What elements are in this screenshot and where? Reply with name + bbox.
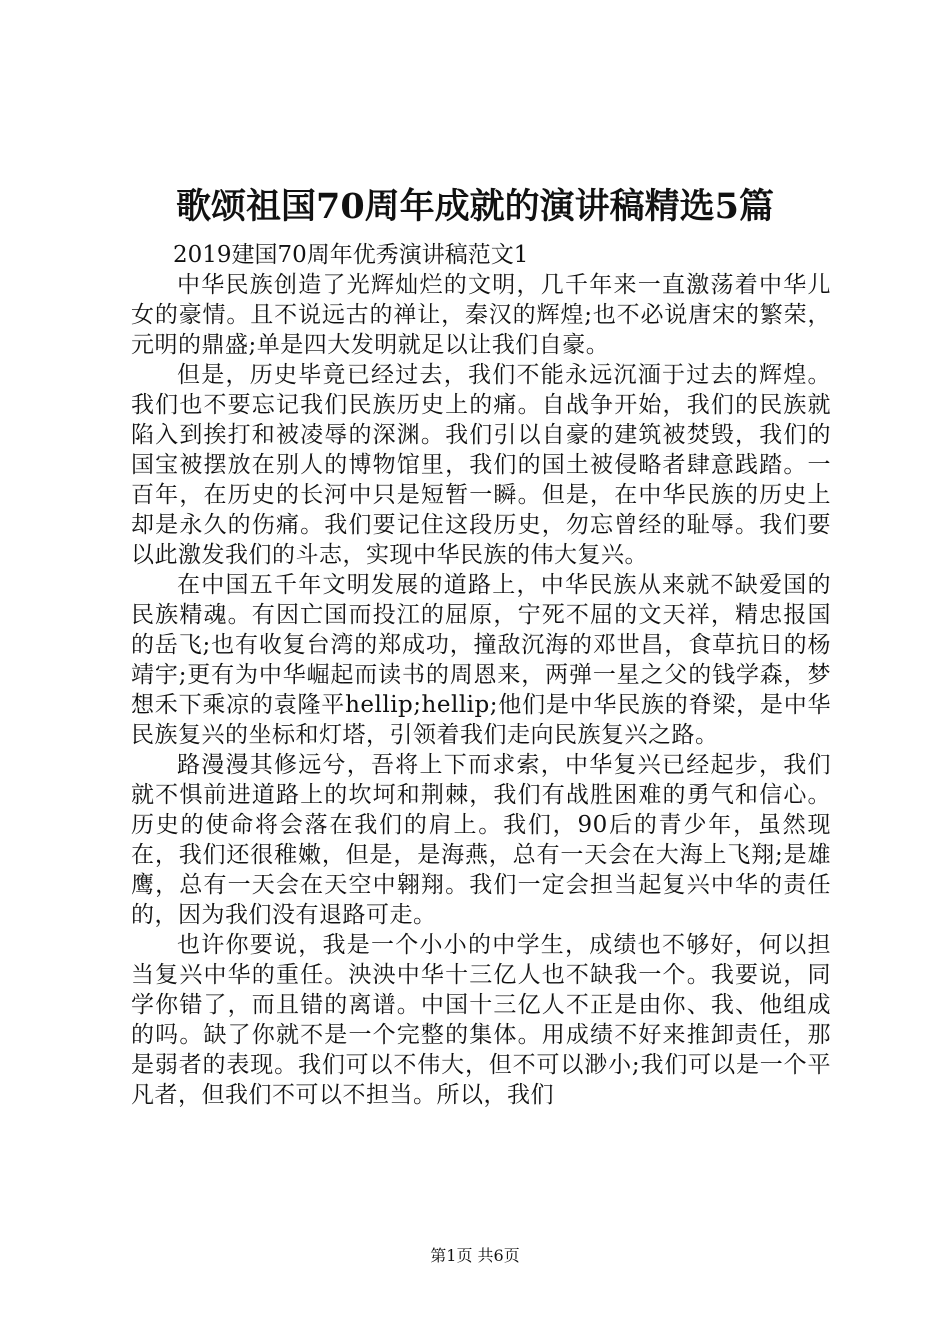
paragraph-1: 中华民族创造了光辉灿烂的文明，几千年来一直激荡着中华儿女的豪情。且不说远古的禅让，秦汉的辉煌;也不必说唐宋的繁荣，元明的鼎盛;单是四大发明就足以让我们自豪。 [131,272,831,358]
paragraph-5: 也许你要说，我是一个小小的中学生，成绩也不够好，何以担当复兴中华的重任。泱泱中华十三亿人也不缺我一个。我要说，同学你错了，而且错的离谱。中国十三亿人不正是由你、我、他组成的吗。缺了你就不是一个完整的集体。用成绩不好来推卸责任，那是弱者的表现。我们可以不伟大，但不可以渺小;我们可以是一个平凡者，但我们不可以不担当。所以，我们 [131,932,831,1108]
paragraph-4: 路漫漫其修远兮，吾将上下而求索，中华复兴已经起步，我们就不惧前进道路上的坎坷和荆棘，我们有战胜困难的勇气和信心。历史的使命将会落在我们的肩上。我们，90后的青少年，虽然现在，我们还很稚嫩，但是，是海燕，总有一天会在大海上飞翔;是雄鹰，总有一天会在天空中翱翔。我们一定会担当起复兴中华的责任的，因为我们没有退路可走。 [131,752,831,928]
paragraph-2: 但是，历史毕竟已经过去，我们不能永远沉湎于过去的辉煌。我们也不要忘记我们民族历史上的痛。自战争开始，我们的民族就陷入到挨打和被凌辱的深渊。我们引以自豪的建筑被焚毁，我们的国宝被摆放在别人的博物馆里，我们的国土被侵略者肆意践踏。一百年，在历史的长河中只是短暂一瞬。但是，在中华民族的历史上却是永久的伤痛。我们要记住这段历史，勿忘曾经的耻辱。我们要以此激发我们的斗志，实现中华民族的伟大复兴。 [131,362,831,568]
document-title: 歌颂祖国70周年成就的演讲稿精选5篇 [175,186,775,227]
document-subtitle: 2019建国70周年优秀演讲稿范文1 [173,242,529,268]
page-footer: 第1页 共6页 [430,1246,520,1265]
paragraph-3: 在中国五千年文明发展的道路上，中华民族从来就不缺爱国的民族精魂。有因亡国而投江的屈原，宁死不屈的文天祥，精忠报国的岳飞;也有收复台湾的郑成功，撞敌沉海的邓世昌，食草抗日的杨靖宇;更有为中华崛起而读书的周恩来，两弹一星之父的钱学森，梦想禾下乘凉的袁隆平hellip;hellip;他们是中华民族的脊梁，是中华民族复兴的坐标和灯塔，引领着我们走向民族复兴之路。 [131,572,831,748]
document-body [131,240,831,1110]
